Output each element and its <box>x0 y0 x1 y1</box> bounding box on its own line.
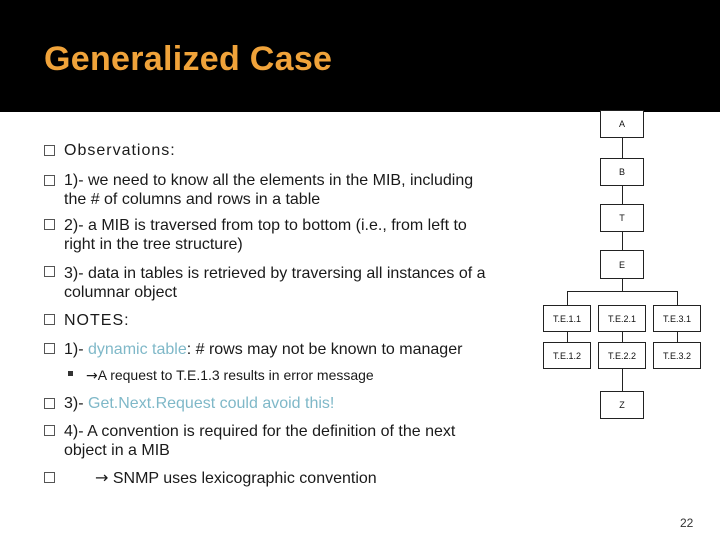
tree-node-te21: T.E.2.1 <box>598 305 646 332</box>
bullet-line: right in the tree structure) <box>64 236 243 253</box>
tree-edge <box>622 138 623 158</box>
tree-edge <box>567 291 568 305</box>
bullet-box-icon <box>44 219 55 230</box>
bullet-text: SNMP uses lexicographic convention <box>108 470 377 487</box>
tree-edge <box>567 291 677 292</box>
bullet-note-1 <box>64 340 462 359</box>
bullet-line: object in a MIB <box>64 442 170 459</box>
tree-node-a: A <box>600 110 644 138</box>
bullet-note-4 <box>64 422 455 460</box>
bullet-note-3 <box>64 394 334 413</box>
bullet-box-icon <box>44 472 55 483</box>
tree-edge <box>622 332 623 342</box>
sub-bullet-icon <box>68 371 73 376</box>
right-arrow-icon: → <box>95 468 109 487</box>
bullet-box-icon <box>44 175 55 186</box>
bullet-box-icon <box>44 266 55 277</box>
sub-bullet-text: A request to T.E.1.3 results in error message <box>97 367 374 383</box>
bullet-suffix: : # rows may not be known to manager <box>186 341 463 358</box>
right-arrow-icon: → <box>86 368 98 384</box>
tree-edge <box>622 279 623 291</box>
tree-node-te22: T.E.2.2 <box>598 342 646 369</box>
tree-node-te31: T.E.3.1 <box>653 305 701 332</box>
bullet-1-observation <box>64 171 473 209</box>
tree-node-b: B <box>600 158 644 186</box>
bullet-box-icon <box>44 425 55 436</box>
bullet-observations: Observations: <box>64 142 176 159</box>
tree-edge <box>622 369 623 391</box>
slide-title: Generalized Case <box>44 40 333 78</box>
bullet-box-icon <box>44 314 55 325</box>
bullet-notes: NOTES: <box>64 312 130 329</box>
get-next-request-link: Get.Next.Request could avoid this! <box>88 395 335 412</box>
tree-node-t: T <box>600 204 644 232</box>
bullet-prefix: 3)- <box>64 395 88 412</box>
tree-node-te11: T.E.1.1 <box>543 305 591 332</box>
tree-node-e: E <box>600 250 644 279</box>
bullet-line: 2)- a MIB is traversed from top to bottom (i.e., from left to <box>64 217 467 234</box>
tree-edge <box>677 291 678 305</box>
bullet-line: 4)- A convention is required for the definition of the next <box>64 423 456 440</box>
bullet-box-icon <box>44 145 55 156</box>
bullet-box-icon <box>44 398 55 409</box>
page-number: 22 <box>680 516 694 530</box>
bullet-line: 3)- data in tables is retrieved by traversing all instances of a <box>64 265 486 282</box>
bullet-box-icon <box>44 343 55 354</box>
tree-node-te32: T.E.3.2 <box>653 342 701 369</box>
bullet-prefix: 1)- <box>64 341 88 358</box>
bullet-3-observation <box>64 264 486 302</box>
sub-bullet-error <box>86 366 374 386</box>
tree-edge <box>677 332 678 342</box>
bullet-snmp-convention <box>95 468 377 488</box>
bullet-line: 1)- we need to know all the elements in the MIB, including <box>64 172 474 189</box>
bullet-line: columnar object <box>64 284 177 301</box>
tree-node-z: Z <box>600 391 644 419</box>
tree-edge <box>622 232 623 250</box>
tree-edge <box>567 332 568 342</box>
tree-node-te12: T.E.1.2 <box>543 342 591 369</box>
tree-edge <box>622 186 623 204</box>
bullet-2-observation <box>64 216 467 254</box>
bullet-line: the # of columns and rows in a table <box>64 191 321 208</box>
dynamic-table-link: dynamic table <box>88 341 187 358</box>
